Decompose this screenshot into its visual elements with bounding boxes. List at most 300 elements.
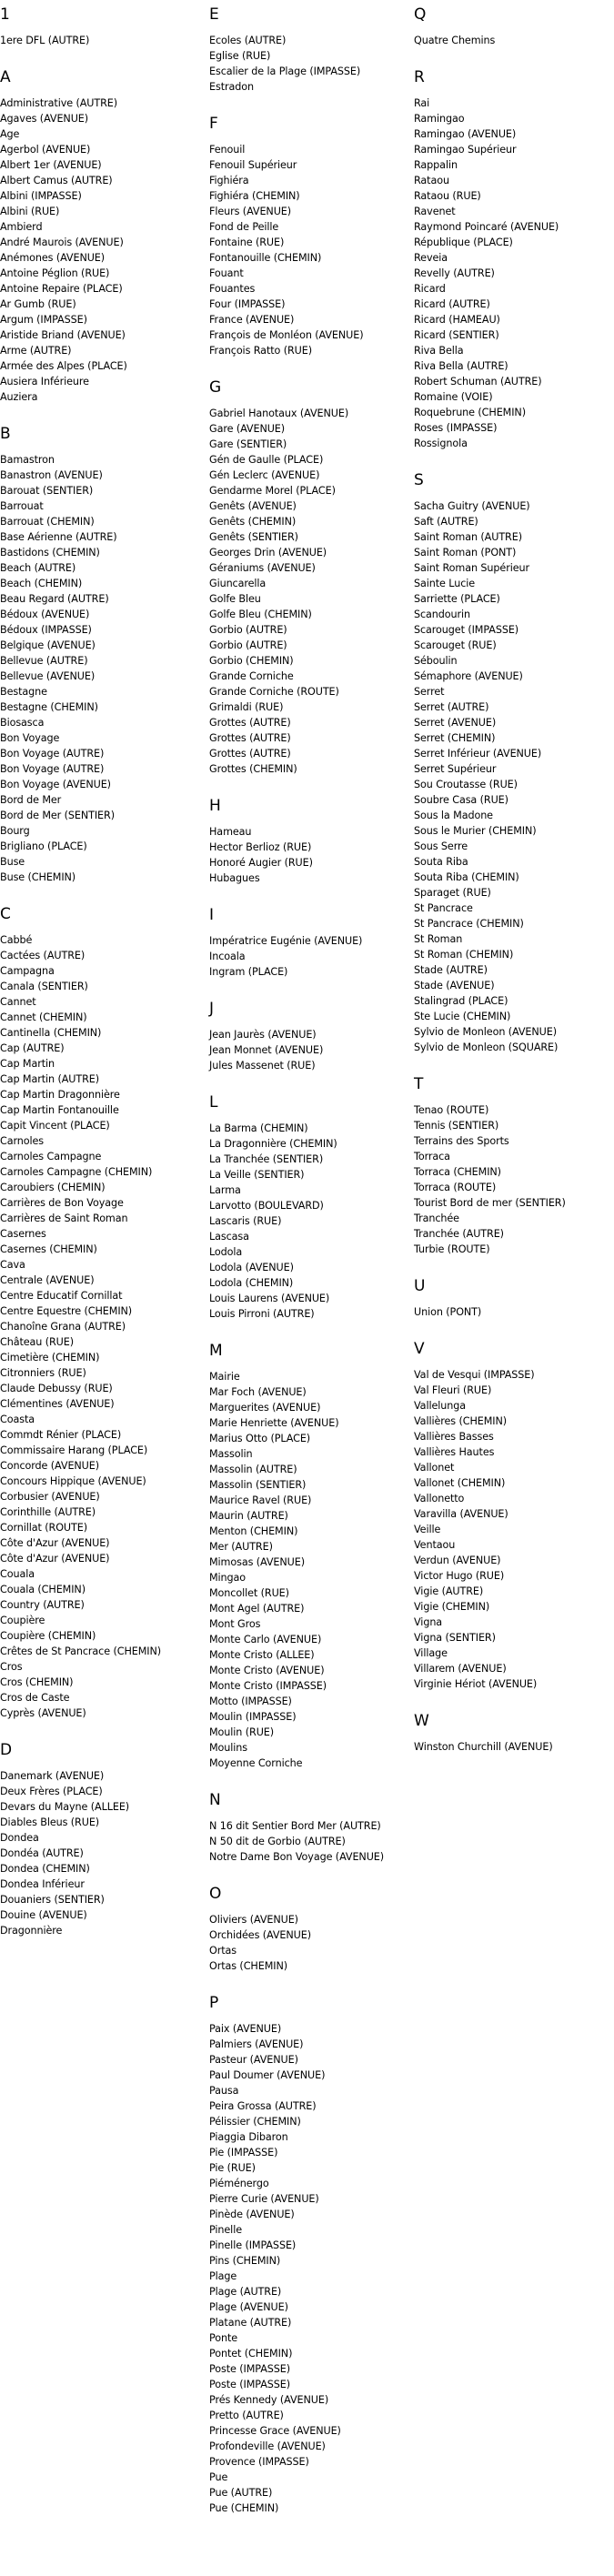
street-link[interactable]: Vigie (CHEMIN): [414, 1601, 490, 1613]
street-link[interactable]: La Barma (CHEMIN): [209, 1122, 308, 1134]
street-link[interactable]: Couala: [0, 1568, 35, 1580]
street-link[interactable]: Fouantes: [209, 283, 256, 295]
street-link[interactable]: Bon Voyage (AUTRE): [0, 763, 105, 775]
street-link[interactable]: Riva Bella (AUTRE): [414, 360, 508, 372]
street-link[interactable]: Ste Lucie (CHEMIN): [414, 1011, 511, 1022]
street-link[interactable]: Roses (IMPASSE): [414, 422, 498, 434]
street-link[interactable]: Mar Foch (AVENUE): [209, 1386, 307, 1398]
street-link[interactable]: Honoré Augier (RUE): [209, 857, 313, 869]
street-link[interactable]: Bon Voyage (AVENUE): [0, 779, 111, 790]
street-link[interactable]: Val de Vesqui (IMPASSE): [414, 1369, 535, 1381]
street-link[interactable]: Vigna (SENTIER): [414, 1632, 496, 1644]
street-link[interactable]: Lodola (AVENUE): [209, 1262, 294, 1273]
street-link[interactable]: Golfe Bleu (CHEMIN): [209, 609, 312, 620]
street-link[interactable]: Citronniers (RUE): [0, 1367, 86, 1379]
street-link[interactable]: Riva Bella: [414, 345, 464, 357]
street-link[interactable]: Beach (CHEMIN): [0, 578, 83, 589]
street-link[interactable]: Moulin (IMPASSE): [209, 1711, 297, 1723]
street-link[interactable]: Plage: [209, 2270, 237, 2282]
street-link[interactable]: Beach (AUTRE): [0, 562, 76, 574]
street-link[interactable]: Age: [0, 128, 20, 140]
street-link[interactable]: Bon Voyage (AUTRE): [0, 748, 105, 760]
street-link[interactable]: Claude Debussy (RUE): [0, 1383, 113, 1394]
street-link[interactable]: Vallonet (CHEMIN): [414, 1477, 506, 1489]
street-link[interactable]: Larvotto (BOULEVARD): [209, 1200, 324, 1212]
street-link[interactable]: Victor Hugo (RUE): [414, 1570, 505, 1582]
street-link[interactable]: Ricard (SENTIER): [414, 329, 499, 341]
street-link[interactable]: Vigna: [414, 1616, 443, 1628]
street-link[interactable]: Lascaris (RUE): [209, 1215, 282, 1227]
street-link[interactable]: Piaggia Dibaron: [209, 2131, 288, 2143]
street-link[interactable]: Centre Equestre (CHEMIN): [0, 1305, 133, 1317]
street-link[interactable]: Larma: [209, 1184, 241, 1196]
street-link[interactable]: Concours Hippique (AVENUE): [0, 1475, 146, 1487]
street-link[interactable]: Pontet (CHEMIN): [209, 2348, 293, 2360]
street-link[interactable]: Aristide Briand (AVENUE): [0, 329, 126, 341]
street-link[interactable]: Pue (CHEMIN): [209, 2502, 279, 2514]
street-link[interactable]: Dondéa (AUTRE): [0, 1847, 84, 1859]
street-link[interactable]: Rappalin: [414, 159, 458, 171]
street-link[interactable]: Pinelle (IMPASSE): [209, 2239, 297, 2251]
street-link[interactable]: Buse: [0, 856, 25, 868]
street-link[interactable]: Monte Cristo (AVENUE): [209, 1665, 325, 1676]
street-link[interactable]: Stade (AUTRE): [414, 964, 488, 976]
street-link[interactable]: Clémentines (AVENUE): [0, 1398, 115, 1410]
street-link[interactable]: France (AVENUE): [209, 314, 295, 326]
street-link[interactable]: Impératrice Eugénie (AVENUE): [209, 935, 363, 947]
street-link[interactable]: Centre Educatif Cornillat: [0, 1290, 123, 1302]
street-link[interactable]: Stade (AVENUE): [414, 980, 495, 991]
street-link[interactable]: Ponte: [209, 2332, 238, 2344]
street-link[interactable]: Pasteur (AVENUE): [209, 2054, 298, 2066]
street-link[interactable]: Serret (AUTRE): [414, 701, 489, 713]
street-link[interactable]: Moulins: [209, 1742, 248, 1754]
street-link[interactable]: Géraniums (AVENUE): [209, 562, 316, 574]
street-link[interactable]: Country (AUTRE): [0, 1599, 85, 1611]
street-link[interactable]: Grande Corniche (ROUTE): [209, 686, 339, 698]
street-link[interactable]: Mer (AUTRE): [209, 1541, 273, 1553]
street-link[interactable]: Menton (CHEMIN): [209, 1525, 298, 1537]
street-link[interactable]: Dondea (CHEMIN): [0, 1863, 90, 1875]
street-link[interactable]: Mingao: [209, 1572, 247, 1584]
street-link[interactable]: Tennis (SENTIER): [414, 1120, 499, 1132]
street-link[interactable]: Administrative (AUTRE): [0, 97, 118, 109]
street-link[interactable]: Fighiéra: [209, 175, 249, 186]
street-link[interactable]: Gén de Gaulle (PLACE): [209, 454, 324, 466]
street-link[interactable]: Monte Cristo (IMPASSE): [209, 1680, 327, 1692]
street-link[interactable]: Jules Massenet (RUE): [209, 1060, 316, 1072]
street-link[interactable]: N 50 dit de Gorbio (AUTRE): [209, 1836, 346, 1847]
street-link[interactable]: Marguerites (AVENUE): [209, 1402, 321, 1414]
street-link[interactable]: Tranchée (AUTRE): [414, 1228, 504, 1240]
street-link[interactable]: Pausa: [209, 2085, 239, 2097]
street-link[interactable]: Vallonet: [414, 1462, 455, 1474]
street-link[interactable]: Buse (CHEMIN): [0, 871, 76, 883]
street-link[interactable]: Coupière: [0, 1615, 45, 1626]
street-link[interactable]: Cros de Caste: [0, 1692, 70, 1704]
street-link[interactable]: Massolin: [209, 1448, 253, 1460]
street-link[interactable]: Grimaldi (RUE): [209, 701, 284, 713]
street-link[interactable]: Georges Drin (AVENUE): [209, 547, 327, 558]
street-link[interactable]: Carrières de Saint Roman: [0, 1213, 128, 1224]
street-link[interactable]: Vallonetto: [414, 1493, 465, 1504]
street-link[interactable]: Crêtes de St Pancrace (CHEMIN): [0, 1645, 162, 1657]
street-link[interactable]: Pins (CHEMIN): [209, 2255, 281, 2267]
street-link[interactable]: Veille: [414, 1524, 441, 1535]
street-link[interactable]: Union (PONT): [414, 1306, 482, 1318]
street-link[interactable]: Poste (IMPASSE): [209, 2379, 290, 2390]
street-link[interactable]: Carnoles Campagne: [0, 1151, 102, 1162]
street-link[interactable]: Sacha Guitry (AVENUE): [414, 500, 530, 512]
street-link[interactable]: Serret (AVENUE): [414, 717, 497, 729]
street-link[interactable]: Genêts (SENTIER): [209, 531, 298, 543]
street-link[interactable]: Pélissier (CHEMIN): [209, 2116, 301, 2128]
street-link[interactable]: Sou Croutasse (RUE): [414, 779, 518, 790]
street-link[interactable]: Ricard: [414, 283, 446, 295]
street-link[interactable]: Dragonnière: [0, 1925, 63, 1937]
street-link[interactable]: Dondea: [0, 1832, 39, 1844]
street-link[interactable]: 1ere DFL (AUTRE): [0, 35, 90, 46]
street-link[interactable]: Grande Corniche: [209, 670, 294, 682]
street-link[interactable]: Ventaou: [414, 1539, 456, 1551]
street-link[interactable]: Commissaire Harang (PLACE): [0, 1444, 148, 1456]
street-link[interactable]: Moulin (RUE): [209, 1726, 275, 1738]
street-link[interactable]: Albert Camus (AUTRE): [0, 175, 113, 186]
street-link[interactable]: Coupière (CHEMIN): [0, 1630, 96, 1642]
street-link[interactable]: Cimetière (CHEMIN): [0, 1352, 100, 1363]
street-link[interactable]: Gare (SENTIER): [209, 438, 287, 450]
street-link[interactable]: Centrale (AVENUE): [0, 1274, 95, 1286]
street-link[interactable]: Dondea Inférieur: [0, 1878, 85, 1890]
street-link[interactable]: Carnoles: [0, 1135, 45, 1147]
street-link[interactable]: Torraca (ROUTE): [414, 1182, 497, 1193]
street-link[interactable]: Bestagne (CHEMIN): [0, 701, 98, 713]
street-link[interactable]: Scarouget (RUE): [414, 639, 497, 651]
street-link[interactable]: Escalier de la Plage (IMPASSE): [209, 65, 361, 77]
street-link[interactable]: Pierre Curie (AVENUE): [209, 2193, 319, 2205]
street-link[interactable]: Giuncarella: [209, 578, 267, 589]
street-link[interactable]: Lascasa: [209, 1231, 249, 1243]
street-link[interactable]: Château (RUE): [0, 1336, 74, 1348]
street-link[interactable]: Golfe Bleu: [209, 593, 261, 605]
street-link[interactable]: Albert 1er (AVENUE): [0, 159, 102, 171]
street-link[interactable]: Genêts (CHEMIN): [209, 516, 297, 528]
street-link[interactable]: Turbie (ROUTE): [414, 1243, 490, 1255]
street-link[interactable]: Ramingao (AVENUE): [414, 128, 517, 140]
street-link[interactable]: Village: [414, 1647, 448, 1659]
street-link[interactable]: Mont Gros: [209, 1618, 261, 1630]
street-link[interactable]: Revelly (AUTRE): [414, 267, 495, 279]
street-link[interactable]: Platane (AUTRE): [209, 2317, 292, 2329]
street-link[interactable]: Bédoux (IMPASSE): [0, 624, 92, 636]
street-link[interactable]: Antoine Péglion (RUE): [0, 267, 110, 279]
street-link[interactable]: Gorbio (CHEMIN): [209, 655, 294, 667]
street-link[interactable]: Cyprès (AVENUE): [0, 1707, 86, 1719]
street-link[interactable]: Fouant: [209, 267, 244, 279]
street-link[interactable]: Casernes (CHEMIN): [0, 1243, 97, 1255]
street-link[interactable]: Quatre Chemins: [414, 35, 496, 46]
street-link[interactable]: Rataou (RUE): [414, 190, 481, 202]
street-link[interactable]: Terrains des Sports: [414, 1135, 509, 1147]
street-link[interactable]: La Tranchée (SENTIER): [209, 1153, 324, 1165]
street-link[interactable]: Bord de Mer: [0, 794, 62, 806]
street-link[interactable]: Saint Roman (PONT): [414, 547, 517, 558]
street-link[interactable]: Eglise (RUE): [209, 50, 271, 62]
street-link[interactable]: Cap Martin: [0, 1058, 55, 1070]
street-link[interactable]: Antoine Repaire (PLACE): [0, 283, 123, 295]
street-link[interactable]: Fontaine (RUE): [209, 236, 285, 248]
street-link[interactable]: Sémaphore (AVENUE): [414, 670, 523, 682]
street-link[interactable]: Cannet (CHEMIN): [0, 1011, 87, 1023]
street-link[interactable]: Arme (AUTRE): [0, 345, 72, 357]
street-link[interactable]: Ricard (AUTRE): [414, 298, 490, 310]
street-link[interactable]: Sparaget (RUE): [414, 887, 491, 899]
street-link[interactable]: Sous la Madone: [414, 810, 493, 821]
street-link[interactable]: Sylvio de Monleon (SQUARE): [414, 1041, 559, 1053]
street-link[interactable]: Grottes (AUTRE): [209, 717, 291, 729]
street-link[interactable]: Palmiers (AVENUE): [209, 2038, 304, 2050]
street-link[interactable]: Prés Kennedy (AVENUE): [209, 2394, 329, 2406]
street-link[interactable]: Cros: [0, 1661, 23, 1673]
street-link[interactable]: Cornillat (ROUTE): [0, 1522, 87, 1534]
street-link[interactable]: Cap Martin Dragonnière: [0, 1089, 120, 1101]
street-link[interactable]: Sylvio de Monleon (AVENUE): [414, 1026, 557, 1038]
street-link[interactable]: François de Monléon (AVENUE): [209, 329, 364, 341]
street-link[interactable]: Tranchée: [414, 1213, 459, 1224]
street-link[interactable]: Sous Serre: [414, 840, 468, 852]
street-link[interactable]: Souta Riba: [414, 856, 468, 868]
street-link[interactable]: Vallières Hautes: [414, 1446, 495, 1458]
street-link[interactable]: Serret Supérieur: [414, 763, 497, 775]
street-link[interactable]: Cabbé: [0, 934, 33, 946]
street-link[interactable]: Commdt Rénier (PLACE): [0, 1429, 122, 1441]
street-link[interactable]: Beau Regard (AUTRE): [0, 593, 109, 605]
street-link[interactable]: Chanoîne Grana (AUTRE): [0, 1321, 126, 1333]
street-link[interactable]: Poste (IMPASSE): [209, 2363, 290, 2375]
street-link[interactable]: Cava: [0, 1259, 25, 1271]
street-link[interactable]: Louis Laurens (AVENUE): [209, 1293, 330, 1304]
street-link[interactable]: Bellevue (AVENUE): [0, 670, 96, 682]
street-link[interactable]: Scandourin: [414, 609, 471, 620]
street-link[interactable]: République (PLACE): [414, 236, 513, 248]
street-link[interactable]: Côte d'Azur (AVENUE): [0, 1553, 110, 1565]
street-link[interactable]: Grottes (AUTRE): [209, 732, 291, 744]
street-link[interactable]: Hameau: [209, 826, 252, 838]
street-link[interactable]: Soubre Casa (RUE): [414, 794, 508, 806]
street-link[interactable]: Val Fleuri (RUE): [414, 1384, 492, 1396]
street-link[interactable]: Côte d'Azur (AVENUE): [0, 1537, 110, 1549]
street-link[interactable]: Concorde (AVENUE): [0, 1460, 99, 1472]
street-link[interactable]: Carnoles Campagne (CHEMIN): [0, 1166, 153, 1178]
street-link[interactable]: Roquebrune (CHEMIN): [414, 407, 526, 418]
street-link[interactable]: Virginie Hériot (AVENUE): [414, 1678, 538, 1690]
street-link[interactable]: Robert Schuman (AUTRE): [414, 376, 542, 387]
street-link[interactable]: Mont Agel (AUTRE): [209, 1603, 305, 1615]
street-link[interactable]: Base Aérienne (AUTRE): [0, 531, 117, 543]
street-link[interactable]: Oliviers (AVENUE): [209, 1914, 298, 1926]
street-link[interactable]: Belgique (AVENUE): [0, 639, 96, 651]
street-link[interactable]: Torraca: [414, 1151, 450, 1162]
street-link[interactable]: Maurin (AUTRE): [209, 1510, 288, 1522]
street-link[interactable]: Gare (AVENUE): [209, 423, 286, 435]
street-link[interactable]: Casernes: [0, 1228, 46, 1240]
street-link[interactable]: Sarriette (PLACE): [414, 593, 500, 605]
street-link[interactable]: Capit Vincent (PLACE): [0, 1120, 110, 1132]
street-link[interactable]: Piéménergo: [209, 2178, 269, 2189]
street-link[interactable]: Ambierd: [0, 221, 43, 233]
street-link[interactable]: Vallières (CHEMIN): [414, 1415, 508, 1427]
street-link[interactable]: Paix (AVENUE): [209, 2023, 282, 2035]
street-link[interactable]: Serret Inférieur (AVENUE): [414, 748, 542, 760]
street-link[interactable]: Bellevue (AUTRE): [0, 655, 88, 667]
street-link[interactable]: Banastron (AVENUE): [0, 469, 103, 481]
street-link[interactable]: Jean Monnet (AVENUE): [209, 1044, 324, 1056]
street-link[interactable]: Ravenet: [414, 206, 456, 217]
street-link[interactable]: Lodola (CHEMIN): [209, 1277, 294, 1289]
street-link[interactable]: Motto (IMPASSE): [209, 1696, 292, 1707]
street-link[interactable]: Serret: [414, 686, 445, 698]
street-link[interactable]: Estradon: [209, 81, 254, 93]
street-link[interactable]: Anémones (AVENUE): [0, 252, 106, 264]
street-link[interactable]: Ingram (PLACE): [209, 966, 288, 978]
street-link[interactable]: Ortas (CHEMIN): [209, 1960, 287, 1972]
street-link[interactable]: La Veille (SENTIER): [209, 1169, 305, 1181]
street-link[interactable]: Notre Dame Bon Voyage (AVENUE): [209, 1851, 385, 1863]
street-link[interactable]: Barrouat (CHEMIN): [0, 516, 95, 528]
street-link[interactable]: Hubagues: [209, 872, 260, 884]
street-link[interactable]: Armée des Alpes (PLACE): [0, 360, 127, 372]
street-link[interactable]: Gendarme Morel (PLACE): [209, 485, 336, 497]
street-link[interactable]: Ecoles (AUTRE): [209, 35, 287, 46]
street-link[interactable]: Maurice Ravel (RUE): [209, 1494, 312, 1506]
street-link[interactable]: Séboulin: [414, 655, 458, 667]
street-link[interactable]: Princesse Grace (AVENUE): [209, 2425, 341, 2437]
street-link[interactable]: Bourg: [0, 825, 30, 837]
street-link[interactable]: Douine (AVENUE): [0, 1909, 87, 1921]
street-link[interactable]: Devars du Mayne (ALLEE): [0, 1801, 130, 1813]
street-link[interactable]: Souta Riba (CHEMIN): [414, 871, 519, 883]
street-link[interactable]: Danemark (AVENUE): [0, 1770, 105, 1782]
street-link[interactable]: Gorbio (AUTRE): [209, 639, 287, 651]
street-link[interactable]: Ricard (HAMEAU): [414, 314, 500, 326]
street-link[interactable]: Albini (IMPASSE): [0, 190, 82, 202]
street-link[interactable]: Coasta: [0, 1414, 35, 1425]
street-link[interactable]: Brigliano (PLACE): [0, 840, 87, 852]
street-link[interactable]: André Maurois (AVENUE): [0, 236, 124, 248]
street-link[interactable]: Massolin (AUTRE): [209, 1464, 297, 1475]
street-link[interactable]: Mimosas (AVENUE): [209, 1556, 305, 1568]
street-link[interactable]: Cap (AUTRE): [0, 1042, 65, 1054]
street-link[interactable]: Saint Roman Supérieur: [414, 562, 529, 574]
street-link[interactable]: Vallelunga: [414, 1400, 466, 1412]
street-link[interactable]: Fighiéra (CHEMIN): [209, 190, 300, 202]
street-link[interactable]: Gorbio (AUTRE): [209, 624, 287, 636]
street-link[interactable]: Fontanouille (CHEMIN): [209, 252, 322, 264]
street-link[interactable]: Vallières Basses: [414, 1431, 494, 1443]
street-link[interactable]: Rataou: [414, 175, 449, 186]
street-link[interactable]: Reveia: [414, 252, 448, 264]
street-link[interactable]: Diables Bleus (RUE): [0, 1816, 100, 1828]
street-link[interactable]: N 16 dit Sentier Bord Mer (AUTRE): [209, 1820, 381, 1832]
street-link[interactable]: Monte Carlo (AVENUE): [209, 1634, 322, 1645]
street-link[interactable]: Sainte Lucie: [414, 578, 476, 589]
street-link[interactable]: Ortas: [209, 1945, 237, 1957]
street-link[interactable]: Sous le Murier (CHEMIN): [414, 825, 537, 837]
street-link[interactable]: Barrouat: [0, 500, 44, 512]
street-link[interactable]: Cantinella (CHEMIN): [0, 1027, 102, 1039]
street-link[interactable]: Provence (IMPASSE): [209, 2456, 309, 2468]
street-link[interactable]: Agaves (AVENUE): [0, 113, 89, 125]
street-link[interactable]: Grottes (CHEMIN): [209, 763, 297, 775]
street-link[interactable]: Grottes (AUTRE): [209, 748, 291, 760]
street-link[interactable]: Varavilla (AVENUE): [414, 1508, 508, 1520]
street-link[interactable]: Auziera: [0, 391, 38, 403]
street-link[interactable]: Bédoux (AVENUE): [0, 609, 90, 620]
street-link[interactable]: Serret (CHEMIN): [414, 732, 496, 744]
street-link[interactable]: Rossignola: [414, 438, 468, 449]
street-link[interactable]: Hector Berlioz (RUE): [209, 841, 312, 853]
street-link[interactable]: Pie (IMPASSE): [209, 2147, 278, 2158]
street-link[interactable]: Cactées (AUTRE): [0, 950, 86, 961]
street-link[interactable]: La Dragonnière (CHEMIN): [209, 1138, 337, 1150]
street-link[interactable]: Agerbol (AVENUE): [0, 144, 91, 156]
street-link[interactable]: St Pancrace (CHEMIN): [414, 918, 524, 930]
street-link[interactable]: Campagna: [0, 965, 55, 977]
street-link[interactable]: Deux Frères (PLACE): [0, 1786, 103, 1797]
street-link[interactable]: Louis Pirroni (AUTRE): [209, 1308, 315, 1320]
street-link[interactable]: Verdun (AVENUE): [414, 1555, 501, 1566]
street-link[interactable]: Gén Leclerc (AVENUE): [209, 469, 320, 481]
street-link[interactable]: Biosasca: [0, 717, 45, 729]
street-link[interactable]: Fenouil Supérieur: [209, 159, 297, 171]
street-link[interactable]: Moncollet (RUE): [209, 1587, 289, 1599]
street-link[interactable]: Winston Churchill (AVENUE): [414, 1741, 553, 1753]
street-link[interactable]: Monte Cristo (ALLEE): [209, 1649, 315, 1661]
street-link[interactable]: Orchidées (AVENUE): [209, 1929, 311, 1941]
street-link[interactable]: Torraca (CHEMIN): [414, 1166, 501, 1178]
street-link[interactable]: Rai: [414, 97, 430, 109]
street-link[interactable]: St Pancrace: [414, 902, 473, 914]
street-link[interactable]: Pretto (AUTRE): [209, 2410, 284, 2421]
street-link[interactable]: Ramingao: [414, 113, 465, 125]
street-link[interactable]: Couala (CHEMIN): [0, 1584, 86, 1595]
street-link[interactable]: Genêts (AVENUE): [209, 500, 297, 512]
street-link[interactable]: Paul Doumer (AVENUE): [209, 2069, 326, 2081]
street-link[interactable]: Ar Gumb (RUE): [0, 298, 76, 310]
street-link[interactable]: Incoala: [209, 951, 246, 962]
street-link[interactable]: Argum (IMPASSE): [0, 314, 87, 326]
street-link[interactable]: Ausiera Inférieure: [0, 376, 89, 387]
street-link[interactable]: Caroubiers (CHEMIN): [0, 1182, 106, 1193]
street-link[interactable]: Marie Henriette (AVENUE): [209, 1417, 339, 1429]
street-link[interactable]: Pue (AUTRE): [209, 2487, 273, 2499]
street-link[interactable]: Saint Roman (AUTRE): [414, 531, 522, 543]
street-link[interactable]: Four (IMPASSE): [209, 298, 286, 310]
street-link[interactable]: Lodola: [209, 1246, 243, 1258]
street-link[interactable]: Cannet: [0, 996, 36, 1008]
street-link[interactable]: Pinelle: [209, 2224, 242, 2236]
street-link[interactable]: Pue: [209, 2471, 228, 2483]
street-link[interactable]: Jean Jaurès (AVENUE): [209, 1029, 317, 1041]
street-link[interactable]: Raymond Poincaré (AVENUE): [414, 221, 559, 233]
street-link[interactable]: Fond de Peille: [209, 221, 279, 233]
street-link[interactable]: Corinthille (AUTRE): [0, 1506, 96, 1518]
street-link[interactable]: Bon Voyage: [0, 732, 60, 744]
street-link[interactable]: Massolin (SENTIER): [209, 1479, 307, 1491]
street-link[interactable]: Cap Martin Fontanouille: [0, 1104, 119, 1116]
street-link[interactable]: Corbusier (AVENUE): [0, 1491, 100, 1503]
street-link[interactable]: Bord de Mer (SENTIER): [0, 810, 115, 821]
